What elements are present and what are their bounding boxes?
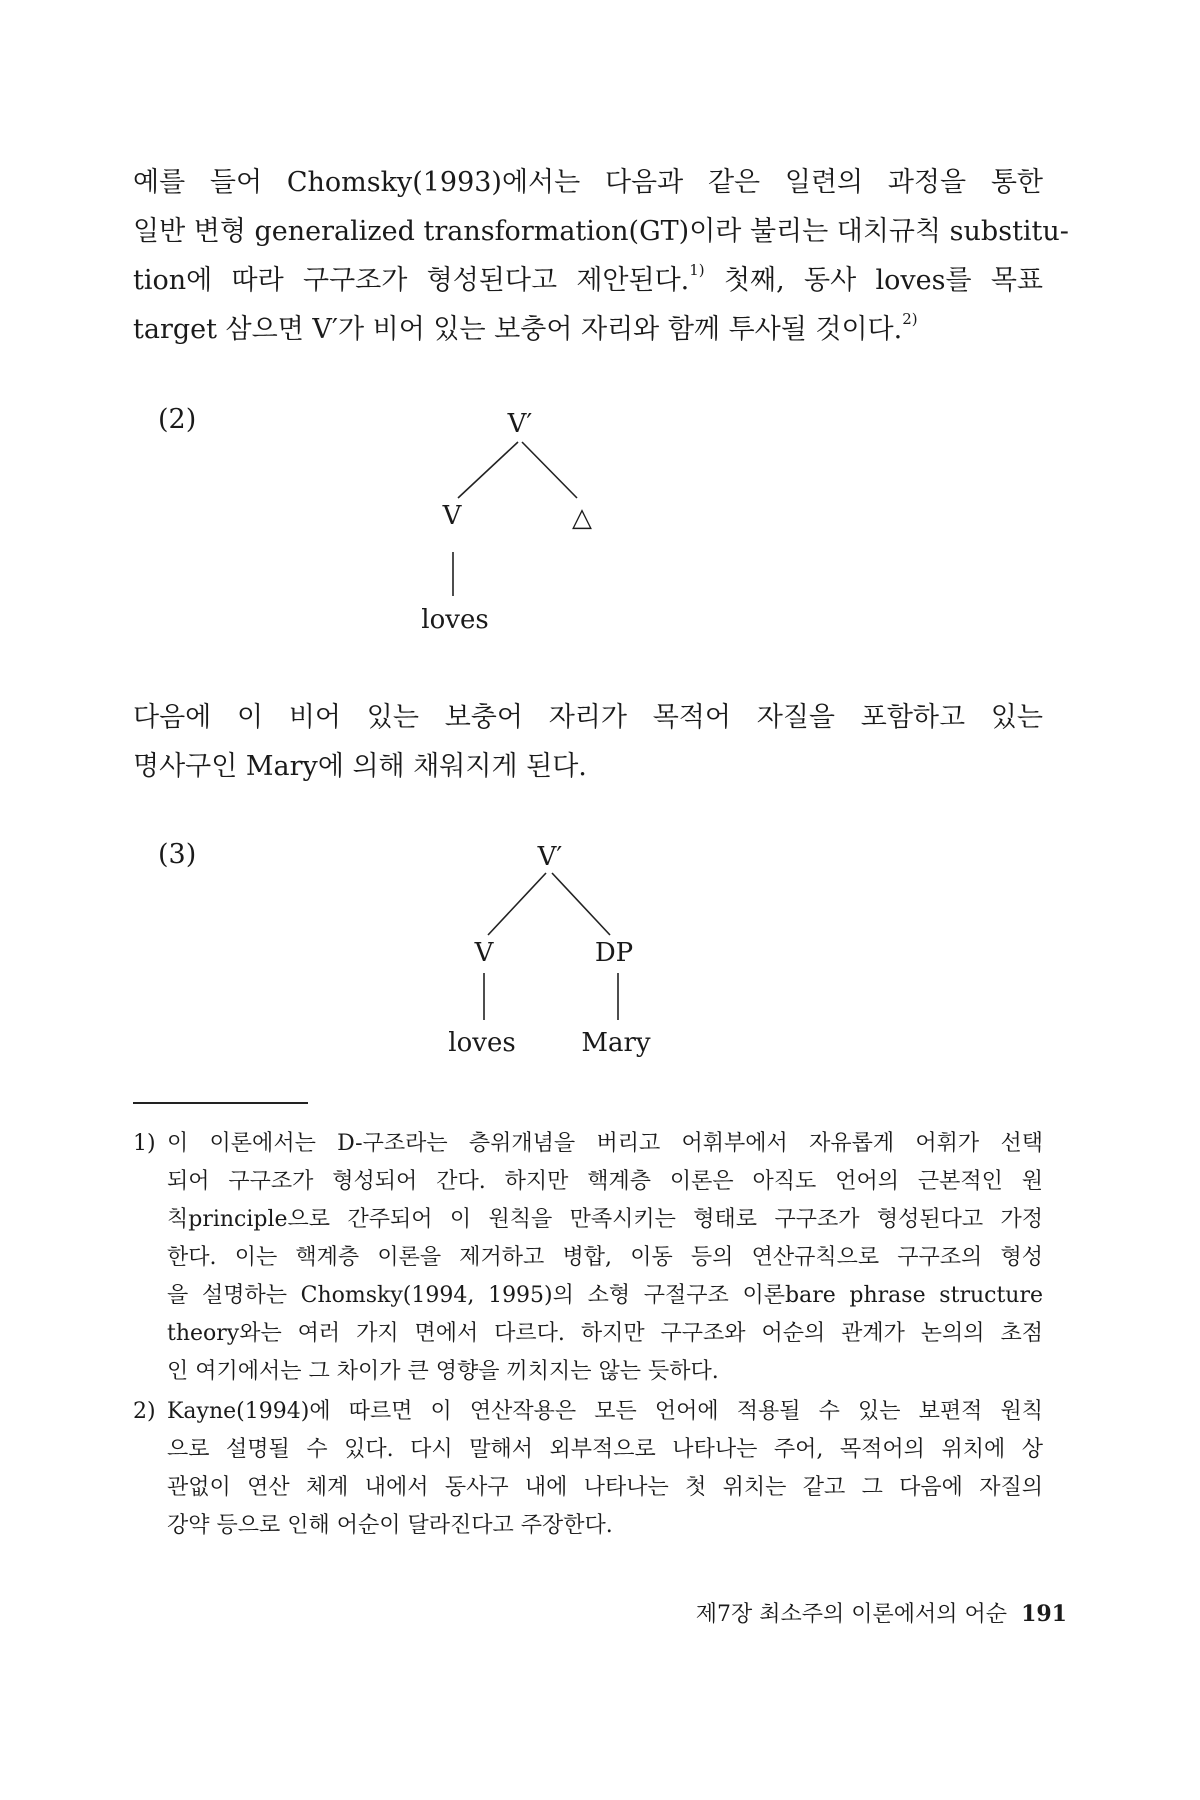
running-footer	[696, 1597, 1067, 1628]
paragraph-line: 다음에 이 비어 있는 보충어 자리가 목적어 자질을 포함하고 있는	[133, 702, 1043, 733]
example-3-label: (3)	[158, 839, 197, 870]
chapter-title: 제7장 최소주의 이론에서의 어순	[695, 1602, 1008, 1627]
tree-node-root: V′	[507, 409, 533, 439]
tree-node-v: V	[442, 501, 462, 531]
tree-node-dp: DP	[594, 938, 634, 968]
example-2-label: (2)	[158, 404, 197, 435]
paragraph-line: 예를 들어 Chomsky(1993)에서는 다음과 같은 일련의 과정을 통한	[133, 167, 1043, 198]
footnote-number: 2)	[133, 1399, 156, 1424]
tree-branch-right	[552, 873, 610, 935]
footnote-2	[133, 1393, 1043, 1545]
footnote-line: Kayne(1994)에 따르면 이 연산작용은 모든 언어에 적용될 수 있는 보편적 원칙	[167, 1399, 1043, 1424]
footnote-line: 칙principle으로 간주되어 이 원칙을 만족시키는 형태로 구구조가 형성된다고 가정	[167, 1207, 1043, 1232]
footnote-line: theory와는 여러 가지 면에서 다르다. 하지만 구구조와 어순의 관계가 논의의 초점	[167, 1321, 1043, 1346]
paragraph-line: 일반 변형 generalized transformation(GT)이라 불리는 대치규칙 substitu-	[133, 216, 1069, 247]
footnote-line: 이 이론에서는 D-구조라는 층위개념을 버리고 어휘부에서 자유롭게 어휘가 선택	[167, 1131, 1043, 1156]
footnote-ref-1[interactable]: 1)	[689, 261, 705, 279]
tree-leaf-loves: loves	[421, 605, 489, 635]
footnote-line: 인 여기에서는 그 차이가 큰 영향을 끼치지는 않는 듯하다.	[167, 1359, 719, 1384]
footnote-line: 강약 등으로 인해 어순이 달라진다고 주장한다.	[167, 1513, 613, 1538]
footnote-number: 1)	[133, 1131, 156, 1156]
tree-leaf-loves: loves	[448, 1028, 516, 1058]
footnote-line: 을 설명하는 Chomsky(1994, 1995)의 소형 구절구조 이론bare phrase structure	[167, 1283, 1043, 1308]
tree-node-root: V′	[537, 842, 563, 872]
footnote-line: 되어 구구조가 형성되어 간다. 하지만 핵계층 이론은 아직도 언어의 근본적인 원	[167, 1169, 1043, 1194]
paragraph-line: 명사구인 Mary에 의해 채워지게 된다.	[133, 751, 587, 782]
tree-node-v: V	[474, 938, 494, 968]
footnote-line: 으로 설명될 수 있다. 다시 말해서 외부적으로 나타나는 주어, 목적어의 위치에 상	[167, 1437, 1043, 1462]
tree-node-triangle: △	[572, 503, 592, 533]
paragraph-text: tion에 따라 구구조가 형성된다고 제안된다.	[133, 265, 690, 296]
tree-branch-left	[488, 873, 546, 935]
page-number: 191	[1021, 1601, 1067, 1627]
footnote-ref-2[interactable]: 2)	[902, 310, 918, 328]
paragraph-text: target 삼으면 V′가 비어 있는 보충어 자리와 함께 투사될 것이다.	[133, 314, 903, 345]
tree-leaf-mary: Mary	[581, 1028, 651, 1058]
footnote-line: 한다. 이는 핵계층 이론을 제거하고 병합, 이동 등의 연산규칙으로 구구조의 형성	[167, 1245, 1043, 1270]
footnote-1	[133, 1125, 1043, 1391]
footnote-line: 관없이 연산 체계 내에서 동사구 내에 나타나는 첫 위치는 같고 그 다음에 자질의	[167, 1475, 1043, 1500]
paragraph-text: 첫째, 동사 loves를 목표	[704, 265, 1044, 296]
footnote-divider	[133, 1102, 308, 1104]
